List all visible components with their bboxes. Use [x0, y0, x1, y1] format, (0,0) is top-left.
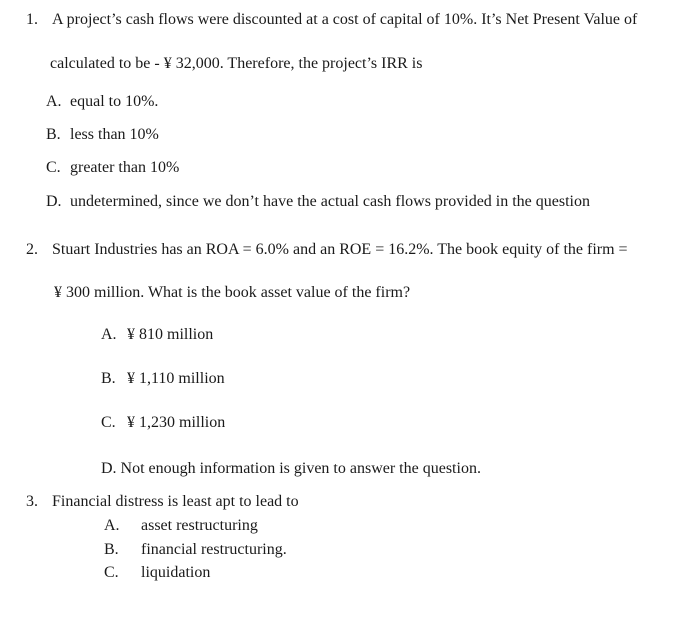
option-text: greater than 10%: [70, 159, 180, 176]
question-2-stem-line2: ¥ 300 million. What is the book asset value of the firm?: [54, 284, 411, 301]
option-text: ¥ 1,110 million: [127, 370, 225, 387]
option-text: ¥ 810 million: [127, 326, 214, 343]
option-text: equal to 10%.: [70, 93, 159, 110]
question-3-stem: Financial distress is least apt to lead to: [52, 493, 299, 510]
question-2-number: 2.: [26, 241, 38, 258]
option-letter: B.: [46, 126, 61, 143]
option-letter: A.: [104, 517, 120, 534]
option-letter: C.: [46, 159, 61, 176]
option-letter: D.: [46, 193, 62, 210]
option-letter: B.: [101, 370, 116, 387]
option-letter: A.: [101, 326, 117, 343]
option-letter: A.: [46, 93, 62, 110]
option-letter: C.: [104, 564, 119, 581]
question-3-number: 3.: [26, 493, 38, 510]
option-text: undetermined, since we don’t have the actual cash flows provided in the question: [70, 193, 590, 210]
option-letter: B.: [104, 541, 119, 558]
option-text: financial restructuring.: [141, 541, 287, 558]
question-1-stem-line1: A project’s cash flows were discounted at a cost of capital of 10%. It’s Net Present Value of: [52, 11, 638, 28]
option-letter: C.: [101, 414, 116, 431]
option-text: D. Not enough information is given to answer the question.: [101, 460, 481, 477]
option-text: ¥ 1,230 million: [127, 414, 226, 431]
question-2-stem-line1: Stuart Industries has an ROA = 6.0% and an ROE = 16.2%. The book equity of the firm =: [52, 241, 628, 258]
question-1-stem-line2: calculated to be - ¥ 32,000. Therefore, the project’s IRR is: [50, 55, 423, 72]
option-text: less than 10%: [70, 126, 159, 143]
option-text: liquidation: [141, 564, 211, 581]
option-text: asset restructuring: [141, 517, 258, 534]
question-1-number: 1.: [26, 11, 38, 28]
